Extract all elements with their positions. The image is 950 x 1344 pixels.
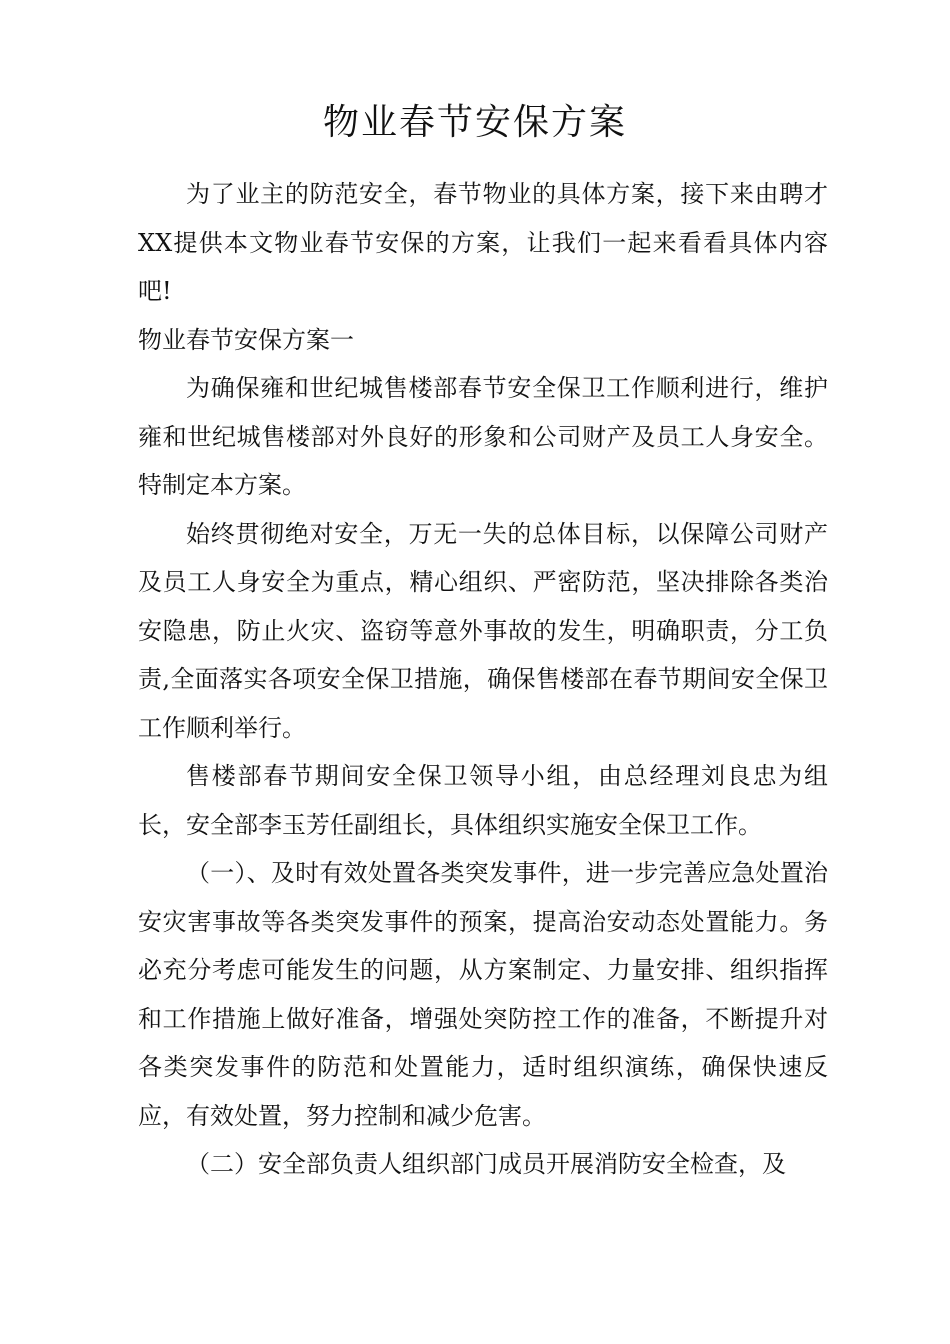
paragraph-item-one: （一）、及时有效处置各类突发事件，进一步完善应急处置治安灾害事故等各类突发事件的预案，提高治安动态处置能力。务必充分考虑可能发生的问题，从方案制定、力量安排、组织指挥和工作措施上做好准备，增强处突防控工作的准备，不断提升对各类突发事件的防范和处置能力，适时组织演练，确保快速反应，有效处置，努力控制和减少危害。 bbox=[138, 859, 828, 1130]
section-heading: 物业春节安保方案一 bbox=[138, 325, 354, 354]
document-title: 物业春节安保方案 bbox=[322, 102, 627, 143]
document-body bbox=[138, 170, 828, 1189]
paragraph-leadership: 售楼部春节期间安全保卫领导小组，由总经理刘良忠为组长，安全部李玉芳任副组长，具体组织实施安全保卫工作。 bbox=[138, 762, 828, 839]
paragraph-intro: 为了业主的防范安全，春节物业的具体方案，接下来由聘才XX提供本文物业春节安保的方案，让我们一起来看看具体内容吧! bbox=[138, 180, 828, 305]
paragraph-purpose: 为确保雍和世纪城售楼部春节安全保卫工作顺利进行，维护雍和世纪城售楼部对外良好的形象和公司财产及员工人身安全。特制定本方案。 bbox=[138, 374, 828, 499]
paragraph-item-two: （二）安全部负责人组织部门成员开展消防安全检查，及 bbox=[186, 1150, 786, 1178]
paragraph-goal: 始终贯彻绝对安全，万无一失的总体目标，以保障公司财产及员工人身安全为重点，精心组织、严密防范，坚决排除各类治安隐患，防止火灾、盗窃等意外事故的发生，明确职责，分工负责,全面落实各项安全保卫措施，确保售楼部在春节期间安全保卫工作顺利举行。 bbox=[138, 519, 828, 742]
